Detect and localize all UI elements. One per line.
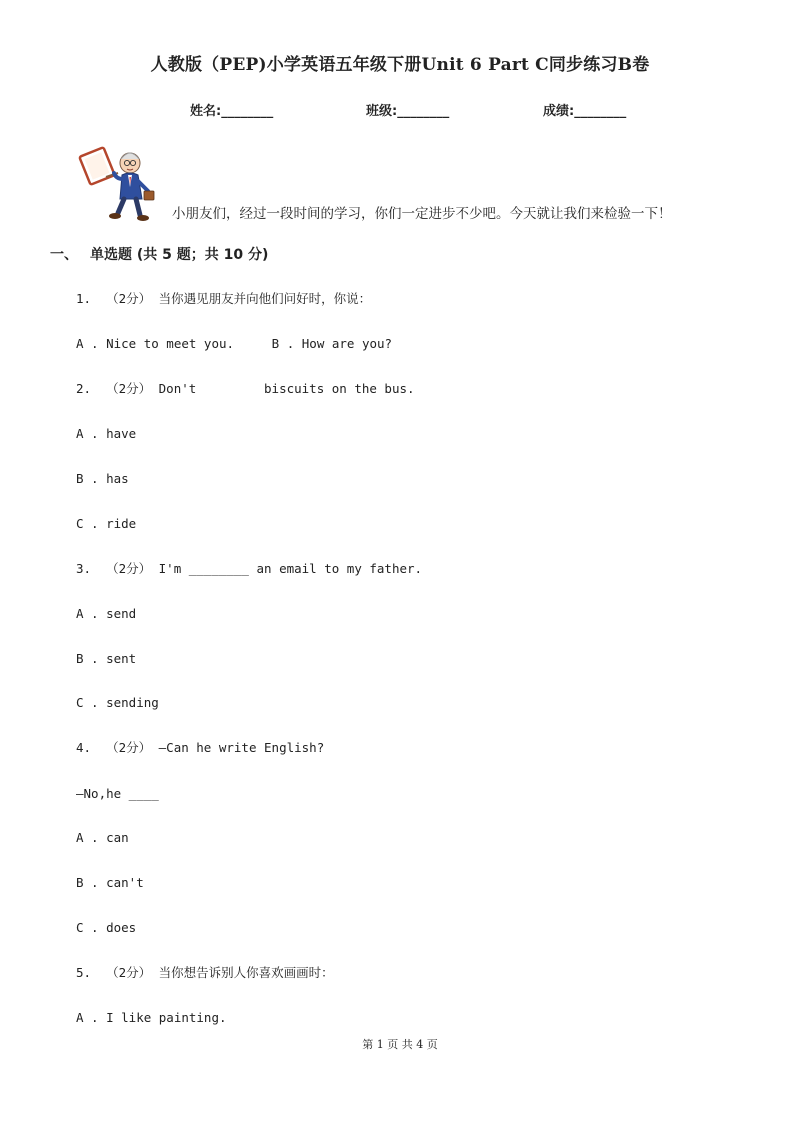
question-5-stem: 5. （2分） 当你想告诉别人你喜欢画画时： [76, 965, 334, 980]
question-4-stem: 4. （2分） —Can he write English? [76, 740, 325, 755]
question-3-option-b: B . sent [76, 651, 137, 666]
question-4-extra: —No,he ____ [76, 786, 159, 801]
cartoon-teacher-illustration [78, 143, 164, 223]
question-3-option-a: A . send [76, 606, 137, 621]
question-3-stem: 3. （2分） I'm ________ an email to my father. [76, 561, 423, 576]
section-title: 单选题 (共 5 题；共 10 分) [90, 247, 269, 263]
question-4-option-b: B . can't [76, 875, 144, 890]
intro-text: 小朋友们，经过一段时间的学习，你们一定进步不少吧。今天就让我们来检验一下！ [172, 206, 672, 222]
name-field-label: 姓名:________ [190, 104, 274, 119]
score-field-label: 成绩:________ [543, 104, 627, 119]
section-number: 一、 [50, 247, 78, 263]
student-info-row [0, 100, 800, 120]
class-field-label: 班级:________ [366, 104, 450, 119]
question-1-options: A . Nice to meet you. B . How are you? [76, 336, 393, 351]
question-2-option-a: A . have [76, 426, 137, 441]
page-title: 人教版（PEP)小学英语五年级下册Unit 6 Part C同步练习B卷 [150, 55, 650, 75]
question-2-option-c: C . ride [76, 516, 137, 531]
sign-board-icon [79, 147, 118, 185]
section-heading [50, 244, 268, 264]
question-2-option-b: B . has [76, 471, 129, 486]
page-footer: 第 1 页 共 4 页 [362, 1038, 438, 1051]
question-1-stem: 1. （2分） 当你遇见朋友并向他们问好时，你说： [76, 291, 372, 306]
question-4-option-a: A . can [76, 830, 129, 845]
question-3-option-c: C . sending [76, 695, 159, 710]
question-4-option-c: C . does [76, 920, 137, 935]
question-2-stem: 2. （2分） Don't biscuits on the bus. [76, 381, 415, 396]
question-5-option-a: A . I like painting. [76, 1010, 227, 1025]
